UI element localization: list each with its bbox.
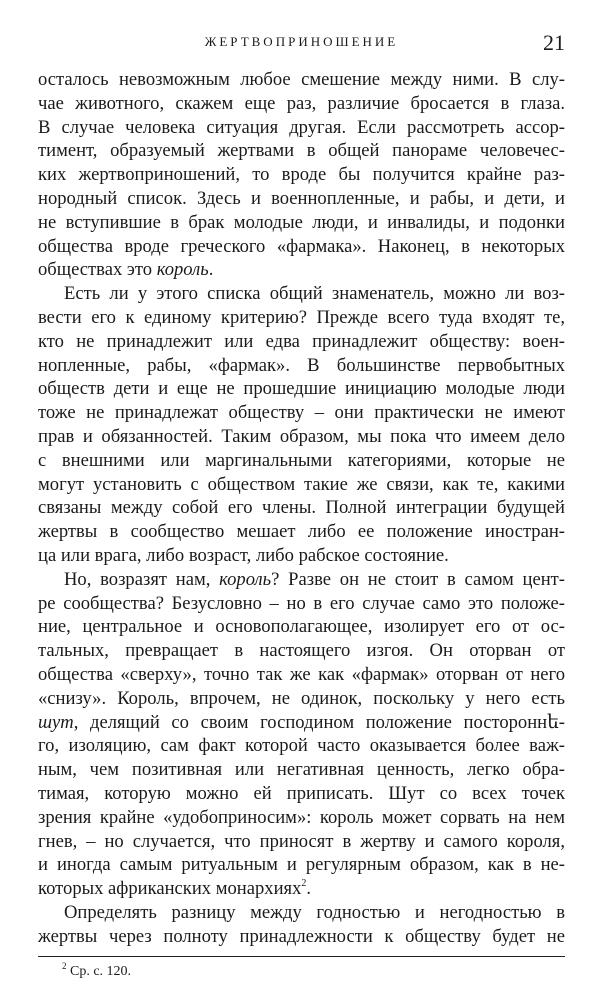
running-title: ЖЕРТВОПРИНОШЕНИЕ <box>204 34 399 49</box>
text-segment: обществах это <box>38 259 157 281</box>
text-line <box>38 853 565 877</box>
text-line <box>38 377 565 401</box>
text-segment: прав и обязанностей. Таким образом, мы пока что имеем дело <box>38 425 565 447</box>
text-segment: ких жертвоприношений, то вроде бы получится крайне раз- <box>38 164 565 186</box>
text-line <box>38 663 565 687</box>
text-line <box>38 925 565 949</box>
text-segment: тоже не принадлежат обществу – они практически не имеют <box>38 402 565 424</box>
text-line <box>38 806 565 830</box>
text-line <box>38 211 565 235</box>
text-segment: го, изоляцию, сам факт которой часто оказывается более важ- <box>38 735 565 757</box>
footnote-text: Ср. с. 120. <box>70 964 132 979</box>
text-segment: ным, чем позитивная или негативная ценность, легко обра- <box>38 759 565 781</box>
text-line <box>38 282 565 306</box>
text-segment: осталось невозможным любое смешение между ними. В слу- <box>38 69 565 90</box>
text-line <box>38 901 565 925</box>
text-segment: тимент, образуемый жертвами в общей панораме человечес- <box>38 140 565 162</box>
text-line <box>38 687 565 711</box>
text-line <box>38 258 565 282</box>
text-segment: общества «сверху», точно так же как «фармак» оторван от него <box>38 663 565 685</box>
italic-text: шут <box>38 711 74 733</box>
page-header <box>38 30 565 56</box>
text-line <box>38 187 565 211</box>
text-segment: вести его к единому критерию? Прежде всего туда входят те, <box>38 306 565 328</box>
text-segment: и иногда самым ритуальным и регулярным образом, как в не- <box>38 854 565 876</box>
footnote-divider <box>38 956 565 957</box>
text-line <box>38 782 565 806</box>
text-line <box>38 496 565 520</box>
text-line <box>38 877 565 901</box>
text-segment: тальных, превращает в настоящего изгоя. Он оторван от <box>38 640 565 662</box>
text-line <box>38 639 565 663</box>
footnote-reference: 2 <box>301 878 307 890</box>
text-segment: . <box>208 259 214 281</box>
text-segment: ца или врага, либо возраст, либо рабское состояние. <box>38 544 449 566</box>
text-segment: с внешними или маргинальными категориями, которые не <box>38 449 565 471</box>
text-segment: кто не принадлежит или едва принадлежит обществу: воен- <box>38 330 565 352</box>
text-segment: ние, центральное и основополагающее, изолирует его от ос- <box>38 616 565 638</box>
footnote <box>62 961 132 980</box>
text-line <box>38 425 565 449</box>
text-segment: связаны между собой его члены. Полной интеграции будущей <box>38 497 565 519</box>
text-segment: чае животного, скажем еще раз, различие бросается в глаза. <box>38 92 565 114</box>
page-number: 21 <box>543 30 565 55</box>
text-line <box>38 830 565 854</box>
text-line <box>38 139 565 163</box>
italic-text: король <box>156 259 209 281</box>
text-line <box>38 235 565 259</box>
text-segment: Но, возразят нам, <box>64 568 220 590</box>
text-line <box>38 568 565 592</box>
text-segment: не вступившие в брак молодые люди, и инвалиды, и подонки <box>38 211 565 233</box>
text-segment: которых африканских монархиях <box>38 878 302 900</box>
text-line <box>38 592 565 616</box>
text-line <box>38 473 565 497</box>
text-line <box>38 330 565 354</box>
text-segment: нопленные, рабы, «фармак». В большинстве первобытных <box>38 354 565 376</box>
text-line <box>38 615 565 639</box>
text-segment: ? Разве он не стоит в самом цент- <box>271 568 565 590</box>
text-segment: Есть ли у этого списка общий знаменатель, можно ли воз- <box>64 283 565 305</box>
text-segment: общества вроде греческого «фармака». Наконец, в некоторых <box>38 235 565 257</box>
text-line <box>38 354 565 378</box>
text-segment: ре сообщества? Безусловно – но в его случае само это положе- <box>38 592 565 614</box>
text-segment: нородный список. Здесь и военнопленные, и рабы, и дети, и <box>38 187 565 209</box>
text-segment: могут установить с обществом такие же связи, как те, какими <box>38 473 565 495</box>
text-segment: «снизу». Король, впрочем, не одинок, поскольку у него есть <box>38 687 565 709</box>
text-line <box>38 401 565 425</box>
body-text <box>38 68 565 948</box>
text-segment: В случае человека ситуация другая. Если рассмотреть ассор- <box>38 116 565 138</box>
text-segment: , делящий со своим господином положение постороннե- <box>73 711 565 733</box>
text-line <box>38 116 565 140</box>
text-line <box>38 544 565 568</box>
text-segment: жертвы через полноту принадлежности к обществу будет не <box>38 925 565 947</box>
text-line <box>38 758 565 782</box>
text-segment: Определять разницу между годностью и негодностью в <box>64 901 565 923</box>
footnote-marker: 2 <box>62 961 67 971</box>
italic-text: король <box>219 568 272 590</box>
text-segment: тимая, которую можно ей приписать. Шут со всех точек <box>38 782 565 804</box>
text-line <box>38 520 565 544</box>
text-segment: зрения крайне «удобоприносим»: король может сорвать на нем <box>38 806 565 828</box>
text-line <box>38 734 565 758</box>
text-segment: обществ дети и еще не прошедшие инициацию молодые люди <box>38 378 565 400</box>
text-segment: жертвы в сообщество мешает либо ее положение иностран- <box>38 521 565 543</box>
text-line <box>38 711 565 735</box>
text-line <box>38 68 565 92</box>
text-line <box>38 306 565 330</box>
text-line <box>38 449 565 473</box>
text-line <box>38 92 565 116</box>
text-segment: гнев, – но случается, что приносят в жертву и самого короля, <box>38 830 565 852</box>
text-line <box>38 163 565 187</box>
text-segment: . <box>306 878 312 900</box>
